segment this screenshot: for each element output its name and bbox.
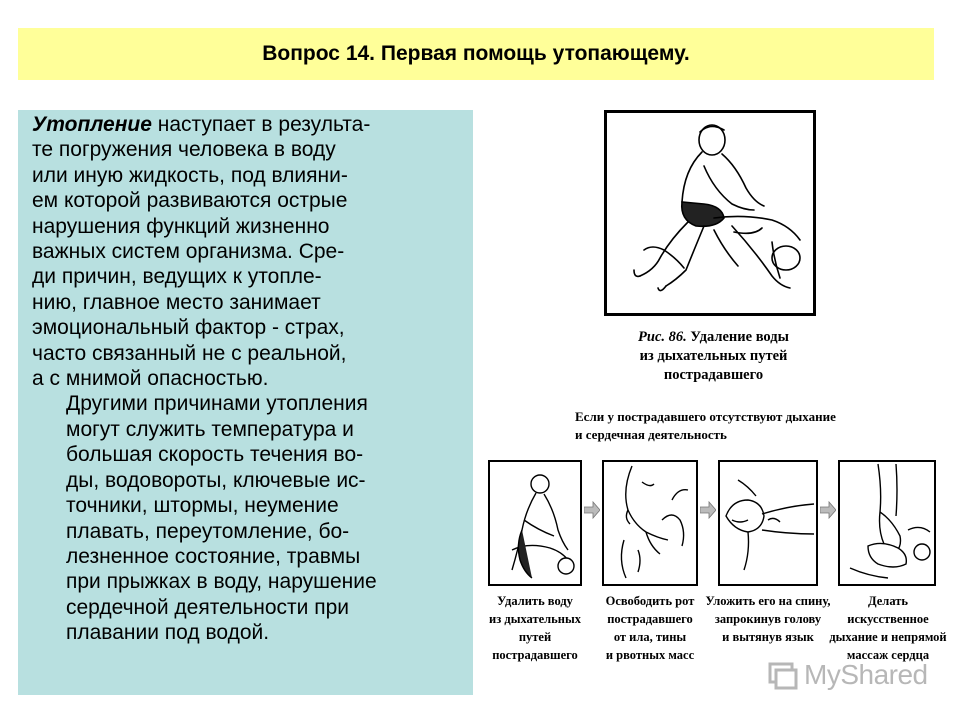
step-3-caption: Уложить его на спину, запрокинув голову и вытянув язык [705,594,831,644]
text-line-11: Другими причинами утопления [66,392,368,416]
text-line-16: плавать, переутомление, бо- [66,519,350,543]
arrow-3-icon [820,500,836,520]
figure-86-label: Рис. 86. [638,329,687,345]
figure-86-caption [596,328,831,385]
watermark-text: MyShared [804,659,928,690]
figure-86-caption-line-3: пострадавшего [663,367,764,383]
text-line-12: могут служить температура и [66,417,354,441]
figure-86-caption-line-1: Удаление воды [690,329,789,345]
title-bar [18,28,934,80]
text-line-15: точники, штормы, неумение [66,494,339,518]
text-line-7: нию, главное место занимает [32,290,321,314]
text-line-2: или иную жидкость, под влияни- [32,163,348,187]
text-line-20: плавании под водой. [66,621,270,645]
text-line-3: ем которой развиваются острые [32,189,348,213]
step-1-caption: Удалить воду из дыхательных путей пострадавшего [489,594,581,662]
step-4-caption: Делать искусственное дыхание и непрямой массаж сердца [829,594,947,662]
step-2-caption: Освободить рот пострадавшего от ила, тины и рвотных масс [605,594,695,662]
watermark-logo-icon [768,660,798,690]
text-line-19: сердечной деятельности при [66,595,349,619]
text-line-13: большая скорость течения во- [66,443,364,467]
main-paragraph [32,112,467,646]
sequence-title [575,408,865,444]
text-panel [18,110,473,695]
sequence-title-line-2: и сердечная деятельность [575,427,727,442]
watermark [768,655,938,695]
figure-86-illustration [604,110,816,316]
sequence-title-line-1: Если у пострадавшего отсутствуют дыхание [575,409,836,424]
step-4-image [838,460,936,586]
text-line-10: а с мнимой опасностью. [32,367,269,391]
text-line-0: Утопление наступает в результа- [32,113,371,136]
text-line-9: часто связанный не с реальной, [32,341,347,365]
text-line-18: при прыжках в воду, нарушение [66,570,377,594]
term-drowning: Утопление [32,113,152,136]
slide-title: Вопрос 14. Первая помощь утопающему. [262,42,690,65]
text-line-4: нарушения функций жизненно [32,214,330,238]
arrow-2-icon [700,500,716,520]
step-3-image [718,460,818,586]
figure-86-caption-line-2: из дыхательных путей [639,348,788,364]
text-line-1: те погружения человека в воду [32,138,336,162]
step-1-image [488,460,582,586]
text-line-14: ды, водовороты, ключевые ис- [66,468,366,492]
text-line-17: лезненное состояние, травмы [66,544,361,568]
text-line-6: ди причин, ведущих к утопле- [32,265,322,289]
text-line-8: эмоциональный фактор - страх, [32,316,345,340]
step-2-image [602,460,698,586]
text-line-5: важных систем организма. Сре- [32,240,345,264]
arrow-1-icon [584,500,600,520]
